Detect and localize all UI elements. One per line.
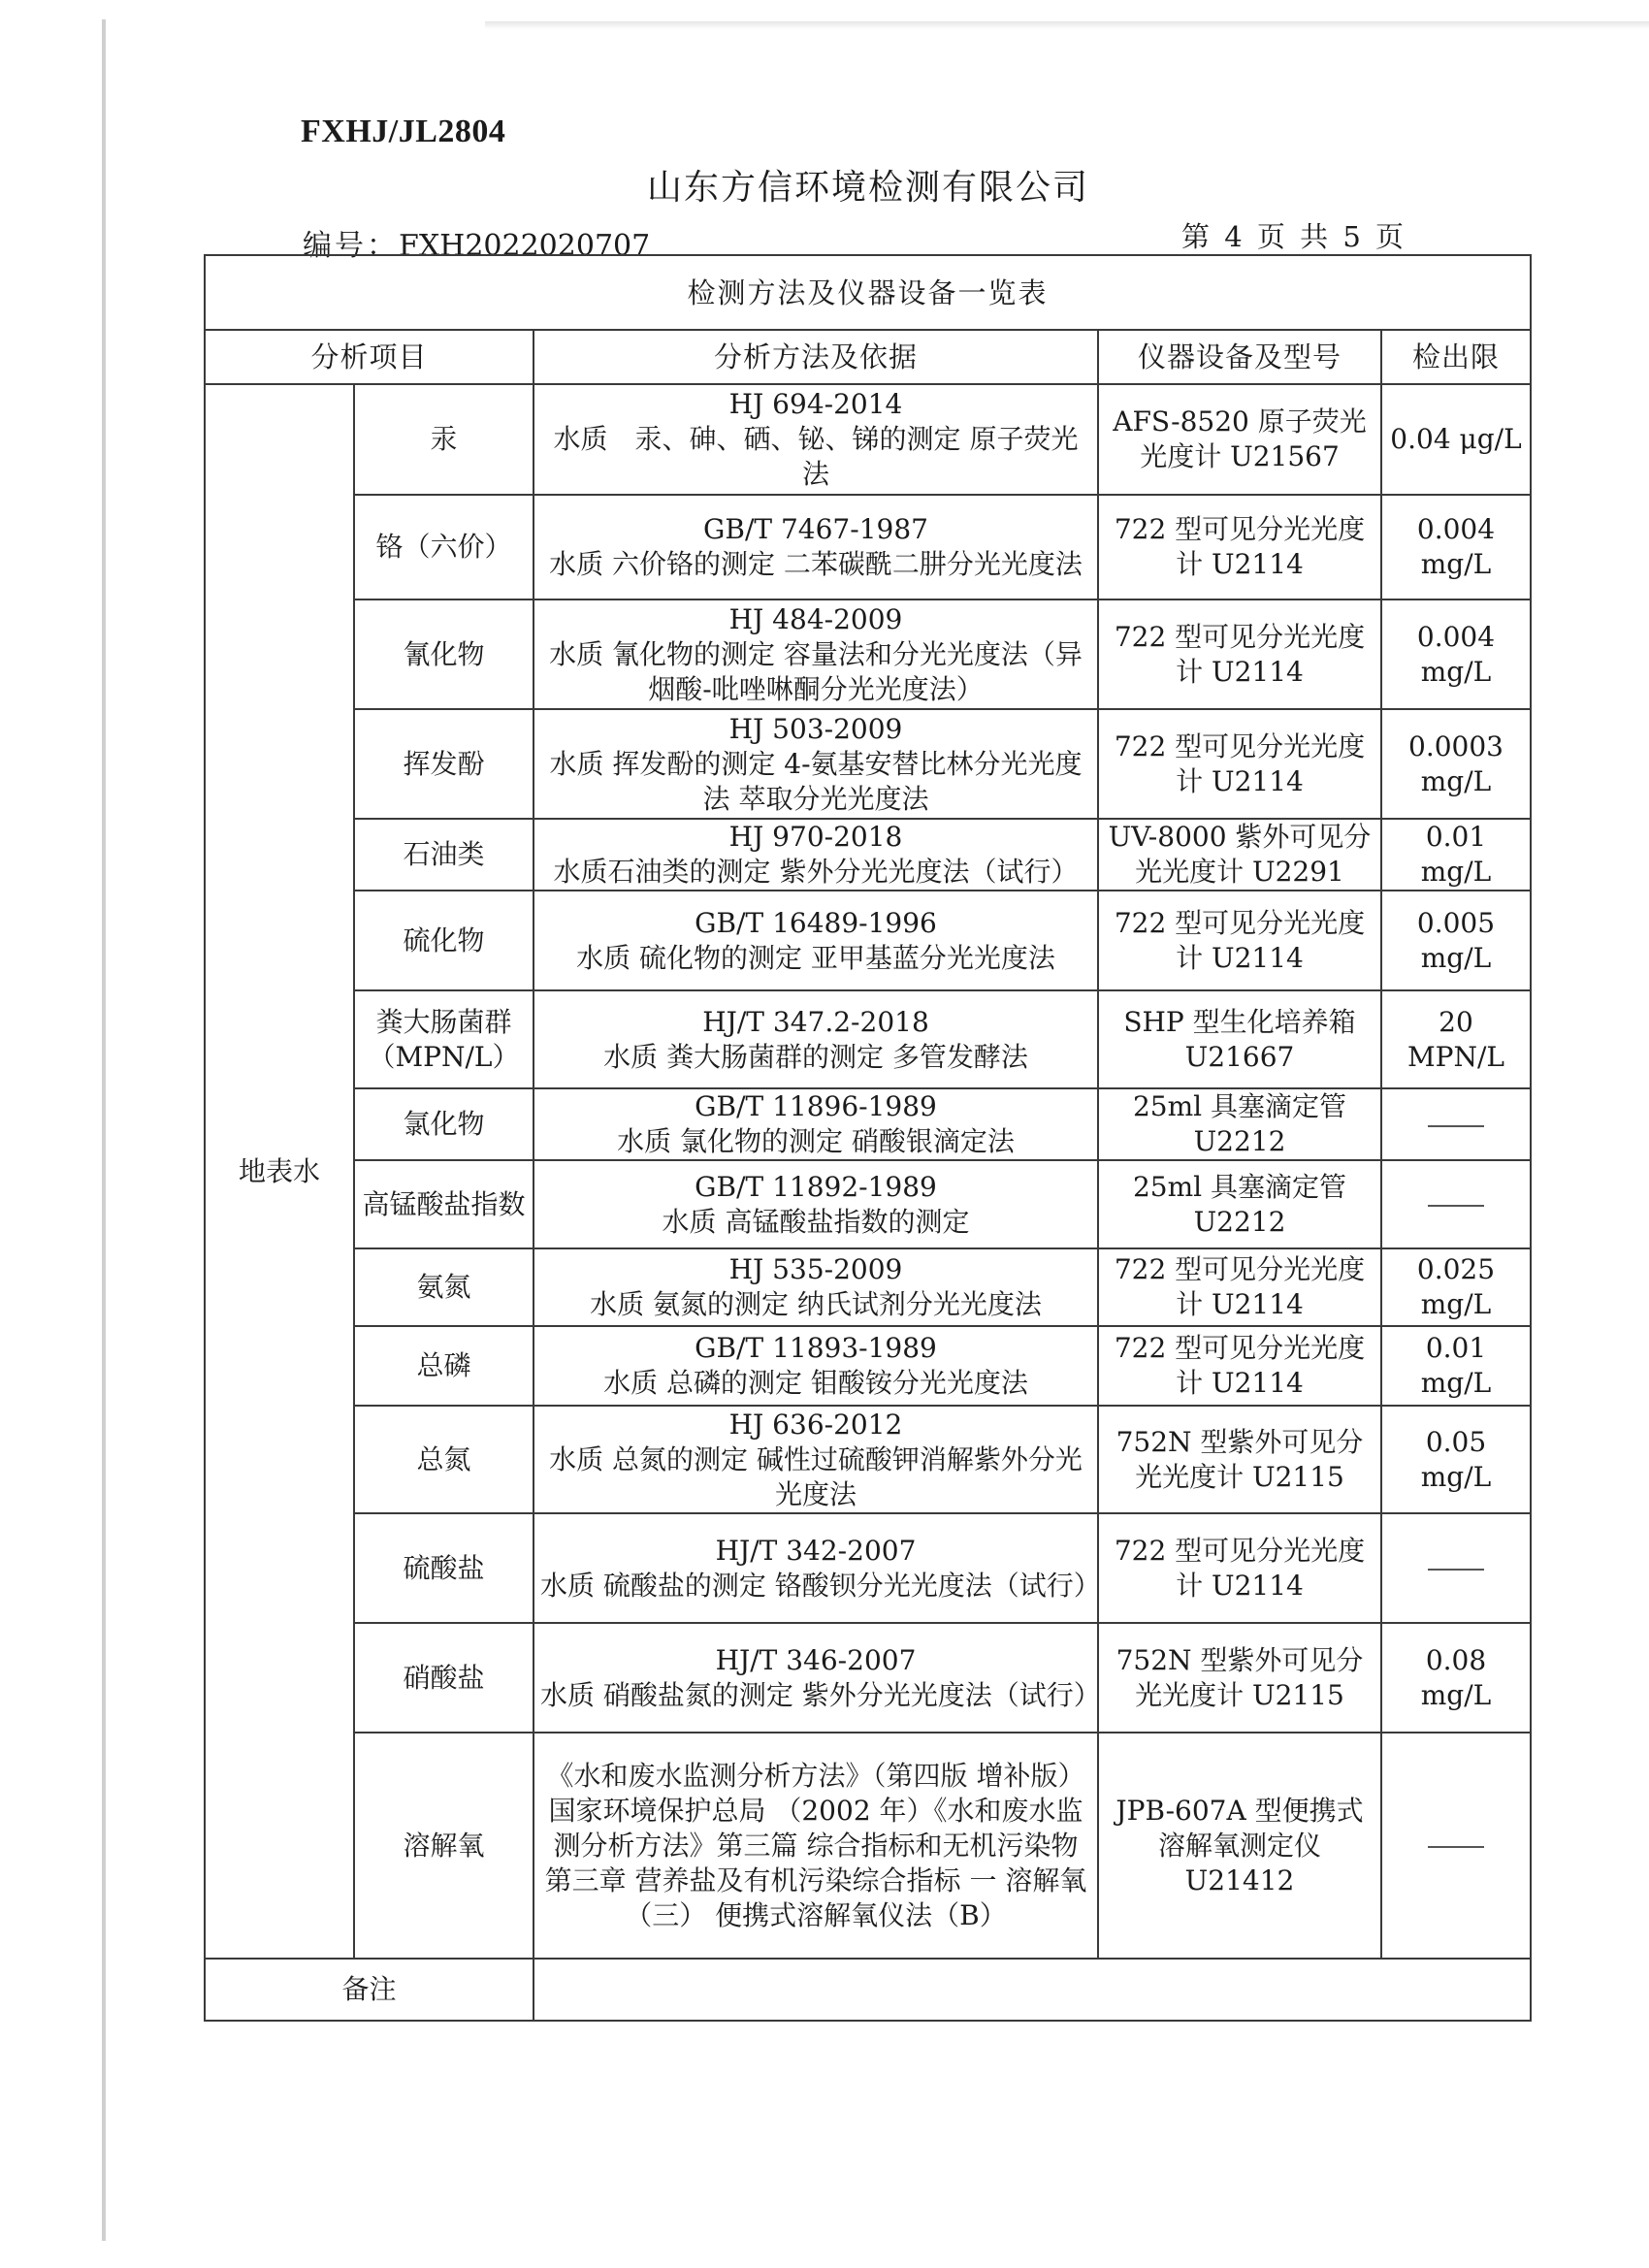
method-standard: GB/T 11896-1989 [695, 1090, 937, 1122]
method-standard: GB/T 7467-1987 [703, 513, 928, 545]
instrument-cell: 25ml 具塞滴定管 U2212 [1098, 1088, 1381, 1160]
instrument-cell: 722 型可见分光光度计 U2114 [1098, 1248, 1381, 1326]
table-caption: 检测方法及仪器设备一览表 [205, 255, 1531, 330]
instrument-cell: 722 型可见分光光度计 U2114 [1098, 495, 1381, 599]
method-description: 水质 六价铬的测定 二苯碳酰二肼分光光度法 [549, 548, 1083, 580]
detection-limit: 0.004 mg/L [1381, 599, 1531, 709]
detection-limit: 0.05 mg/L [1381, 1406, 1531, 1513]
detection-limit: 0.005 mg/L [1381, 891, 1531, 990]
instrument-cell: 722 型可见分光光度计 U2114 [1098, 709, 1381, 819]
remark-row [205, 1959, 1531, 2021]
method-cell [534, 1160, 1098, 1248]
table-row [205, 1733, 1531, 1959]
detection-limit: 0.025 mg/L [1381, 1248, 1531, 1326]
analysis-item: 氯化物 [354, 1088, 534, 1160]
method-standard: HJ/T 346-2007 [715, 1643, 917, 1676]
method-description: 水质 高锰酸盐指数的测定 [662, 1205, 970, 1238]
method-description: 水质 硫化物的测定 亚甲基蓝分光光度法 [576, 941, 1055, 974]
table-row [205, 1513, 1531, 1623]
method-standard: HJ 503-2009 [728, 712, 903, 745]
empty-dash [1428, 1205, 1484, 1207]
detection-limit [1381, 1513, 1531, 1623]
document-code: FXHJ/JL2804 [301, 113, 506, 149]
analysis-item: 挥发酚 [354, 709, 534, 819]
detection-limit [1381, 1088, 1531, 1160]
instrument-cell: 722 型可见分光光度计 U2114 [1098, 1513, 1381, 1623]
method-cell [534, 1326, 1098, 1406]
method-description: 水质 总氮的测定 碱性过硫酸钾消解紫外分光光度法 [549, 1442, 1083, 1510]
page-info: 第 4 页 共 5 页 [1181, 220, 1404, 253]
method-description: 水质 挥发酚的测定 4-氨基安替比林分光光度法 萃取分光光度法 [549, 747, 1083, 815]
table-row [205, 599, 1531, 709]
method-description: 水质 氯化物的测定 硝酸银滴定法 [617, 1125, 1015, 1157]
serial-value: FXH2022020707 [399, 229, 651, 263]
table-row [205, 1623, 1531, 1733]
analysis-item: 氨氮 [354, 1248, 534, 1326]
col-header-instrument: 仪器设备及型号 [1098, 330, 1381, 384]
instrument-cell: 752N 型紫外可见分光光度计 U2115 [1098, 1623, 1381, 1733]
analysis-item: 总氮 [354, 1406, 534, 1513]
detection-limit: 0.0003 mg/L [1381, 709, 1531, 819]
table-row [205, 1406, 1531, 1513]
methods-table-body [205, 255, 1531, 2021]
scan-edge-top [485, 21, 1649, 29]
method-description: 水质 总磷的测定 钼酸铵分光光度法 [603, 1367, 1028, 1399]
method-description: 水质 粪大肠菌群的测定 多管发酵法 [603, 1040, 1028, 1073]
empty-dash [1428, 1846, 1484, 1848]
analysis-item: 溶解氧 [354, 1733, 534, 1959]
method-standard: GB/T 11892-1989 [695, 1170, 937, 1203]
method-cell [534, 1623, 1101, 1733]
detection-limit: 0.004 mg/L [1381, 495, 1531, 599]
method-cell [534, 709, 1098, 819]
detection-limit: 0.04 μg/L [1381, 384, 1531, 495]
instrument-cell: 752N 型紫外可见分光光度计 U2115 [1098, 1406, 1381, 1513]
instrument-cell: SHP 型生化培养箱 U21667 [1098, 990, 1381, 1088]
method-cell [534, 1088, 1098, 1160]
empty-dash [1428, 1569, 1484, 1571]
method-cell [534, 1248, 1098, 1326]
method-standard: GB/T 11893-1989 [695, 1332, 937, 1364]
empty-dash [1428, 1125, 1484, 1127]
method-description: 水质石油类的测定 紫外分光光度法（试行） [553, 856, 1079, 888]
table-row [205, 891, 1531, 990]
method-standard: HJ 694-2014 [728, 388, 903, 420]
table-row [205, 384, 1531, 495]
table-row [205, 1326, 1531, 1406]
analysis-item: 硫化物 [354, 891, 534, 990]
method-description: 《水和废水监测分析方法》（第四版 增补版）国家环境保护总局 （2002 年）《水和废水监测分析方法》第三篇 综合指标和无机污染物 第三章 营养盐及有机污染综合指标 一 溶解氧 （三） 便携式溶解氧仪法（B） [544, 1759, 1087, 1931]
method-description: 水质 氰化物的测定 容量法和分光光度法（异烟酸-吡唑啉酮分光光度法） [549, 637, 1083, 705]
table-row [205, 990, 1531, 1088]
analysis-item: 总磷 [354, 1326, 534, 1406]
category-cell: 地表水 [205, 384, 354, 1959]
remark-value [534, 1959, 1531, 2021]
method-cell [534, 384, 1098, 495]
detection-limit [1381, 1733, 1531, 1959]
company-name: 山东方信环境检测有限公司 [646, 168, 1089, 208]
method-cell [534, 1406, 1098, 1513]
instrument-cell: 722 型可见分光光度计 U2114 [1098, 891, 1381, 990]
detection-limit: 20 MPN/L [1381, 990, 1531, 1088]
instrument-cell: 25ml 具塞滴定管 U2212 [1098, 1160, 1381, 1248]
method-cell [534, 1513, 1101, 1623]
instrument-cell: 722 型可见分光光度计 U2114 [1098, 599, 1381, 709]
method-cell [534, 990, 1098, 1088]
instrument-cell: JPB-607A 型便携式溶解氧测定仪 U21412 [1098, 1733, 1381, 1959]
detection-limit [1381, 1160, 1531, 1248]
detection-limit: 0.01 mg/L [1381, 1326, 1531, 1406]
table-row [205, 1088, 1531, 1160]
col-header-limit: 检出限 [1381, 330, 1531, 384]
table-row [205, 709, 1531, 819]
col-header-item: 分析项目 [205, 330, 534, 384]
instrument-cell: AFS-8520 原子荧光光度计 U21567 [1098, 384, 1381, 495]
col-header-method: 分析方法及依据 [534, 330, 1098, 384]
method-cell [534, 599, 1098, 709]
detection-limit: 0.08 mg/L [1381, 1623, 1531, 1733]
remark-label: 备注 [205, 1959, 534, 2021]
instrument-cell: UV-8000 紫外可见分光光度计 U2291 [1098, 819, 1381, 891]
method-description: 水质 汞、砷、硒、铋、锑的测定 原子荧光法 [553, 423, 1079, 490]
analysis-item: 汞 [354, 384, 534, 495]
table-header-row [205, 330, 1531, 384]
method-cell [534, 495, 1098, 599]
method-cell [534, 819, 1098, 891]
method-standard: HJ 636-2012 [728, 1408, 903, 1441]
analysis-item: 粪大肠菌群（MPN/L） [354, 990, 534, 1088]
method-standard: HJ/T 347.2-2018 [702, 1005, 929, 1038]
method-cell [534, 1733, 1098, 1959]
method-standard: HJ 484-2009 [728, 602, 903, 635]
methods-table [204, 254, 1532, 2022]
scan-edge-left [102, 19, 106, 2241]
analysis-item: 铬（六价） [354, 495, 534, 599]
method-standard: HJ 970-2018 [728, 821, 903, 853]
method-description: 水质 氨氮的测定 纳氏试剂分光光度法 [590, 1288, 1042, 1320]
table-row [205, 495, 1531, 599]
method-description: 水质 硝酸盐氮的测定 紫外分光光度法（试行） [540, 1678, 1101, 1711]
method-standard: GB/T 16489-1996 [695, 906, 937, 939]
table-row [205, 1248, 1531, 1326]
method-standard: HJ 535-2009 [728, 1253, 903, 1285]
instrument-cell: 722 型可见分光光度计 U2114 [1098, 1326, 1381, 1406]
method-standard: HJ/T 342-2007 [715, 1534, 917, 1567]
analysis-item: 硝酸盐 [354, 1623, 534, 1733]
analysis-item: 高锰酸盐指数 [354, 1160, 534, 1248]
serial-label: 编号： [303, 229, 399, 263]
method-description: 水质 硫酸盐的测定 铬酸钡分光光度法（试行） [540, 1569, 1101, 1602]
analysis-item: 氰化物 [354, 599, 534, 709]
analysis-item: 硫酸盐 [354, 1513, 534, 1623]
table-row [205, 819, 1531, 891]
table-row [205, 1160, 1531, 1248]
analysis-item: 石油类 [354, 819, 534, 891]
method-cell [534, 891, 1098, 990]
detection-limit: 0.01 mg/L [1381, 819, 1531, 891]
